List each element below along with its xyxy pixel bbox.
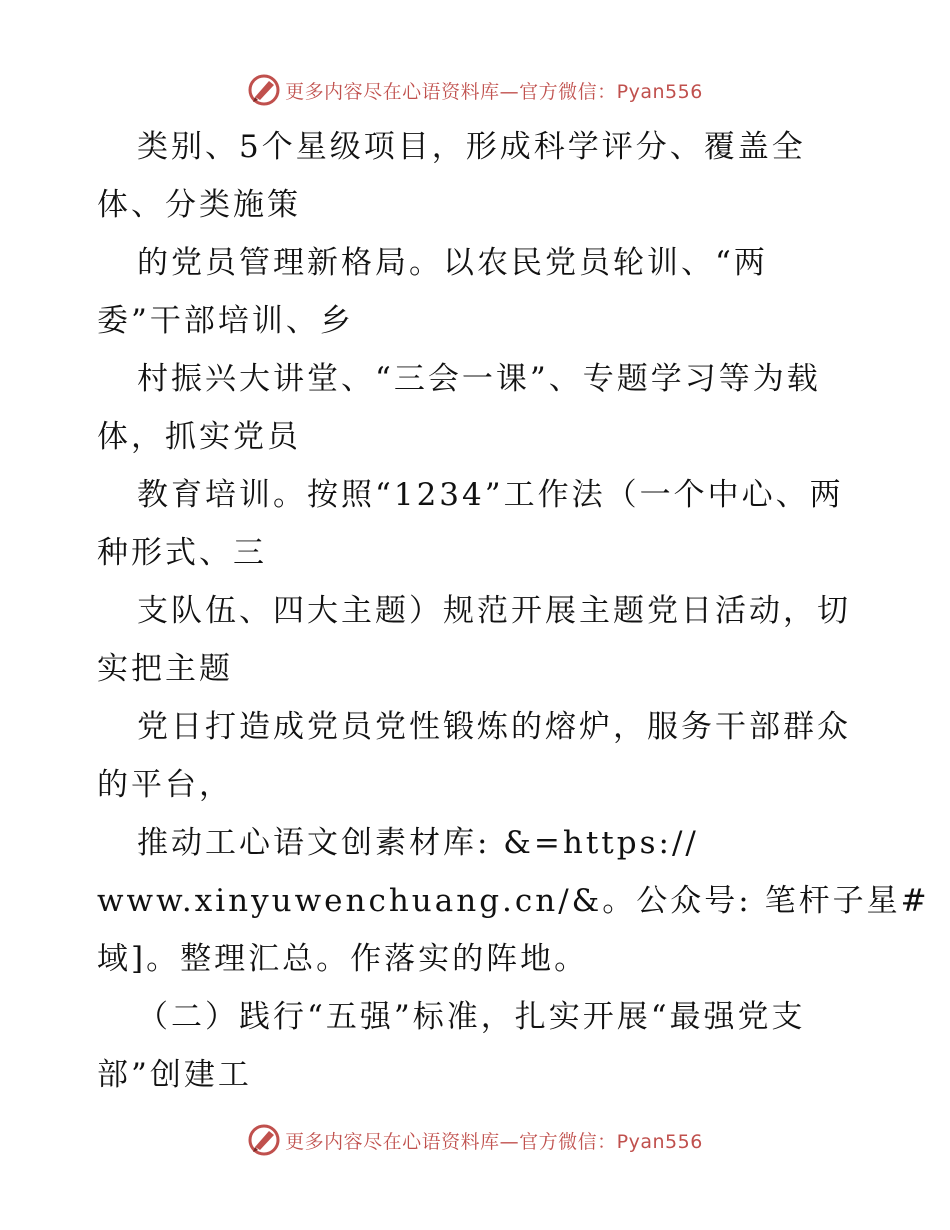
text-line: 类别、5个星级项目，形成科学评分、覆盖全 — [137, 129, 806, 165]
pen-logo-icon — [247, 73, 281, 107]
text-line: 的平台， — [97, 767, 233, 803]
footer-banner — [0, 1120, 950, 1160]
text-line: 部”创建工 — [97, 1057, 252, 1093]
text-line: 实把主题 — [97, 651, 233, 687]
pen-logo-icon — [247, 1123, 281, 1157]
text-line: （二）践行“五强”标准，扎实开展“最强党支 — [137, 999, 806, 1035]
footer-banner-text: 更多内容尽在心语资料库—官方微信：Pyan556 — [285, 1130, 703, 1153]
document-body — [97, 118, 930, 1104]
header-banner — [0, 70, 950, 110]
text-line: 体，抓实党员 — [97, 419, 301, 455]
text-line: www.xinyuwenchuang.cn/&。公众号: 笔杆子星# — [97, 883, 930, 919]
text-line: 党日打造成党员党性锻炼的熔炉，服务干部群众 — [137, 709, 851, 745]
text-line: 推动工心语文创素材库: &=https:// — [137, 825, 699, 861]
text-line: 域]。整理汇总。作落实的阵地。 — [97, 941, 589, 977]
text-line: 教育培训。按照“1234”工作法（一个中心、两 — [137, 477, 844, 513]
text-line: 支队伍、四大主题）规范开展主题党日活动，切 — [137, 593, 851, 629]
text-line: 体、分类施策 — [97, 187, 301, 223]
text-line: 村振兴大讲堂、“三会一课”、专题学习等为载 — [137, 361, 821, 397]
header-banner-text: 更多内容尽在心语资料库—官方微信：Pyan556 — [285, 80, 703, 103]
text-line: 种形式、三 — [97, 535, 267, 571]
text-line: 委”干部培训、乡 — [97, 303, 354, 339]
text-line: 的党员管理新格局。以农民党员轮训、“两 — [137, 245, 768, 281]
